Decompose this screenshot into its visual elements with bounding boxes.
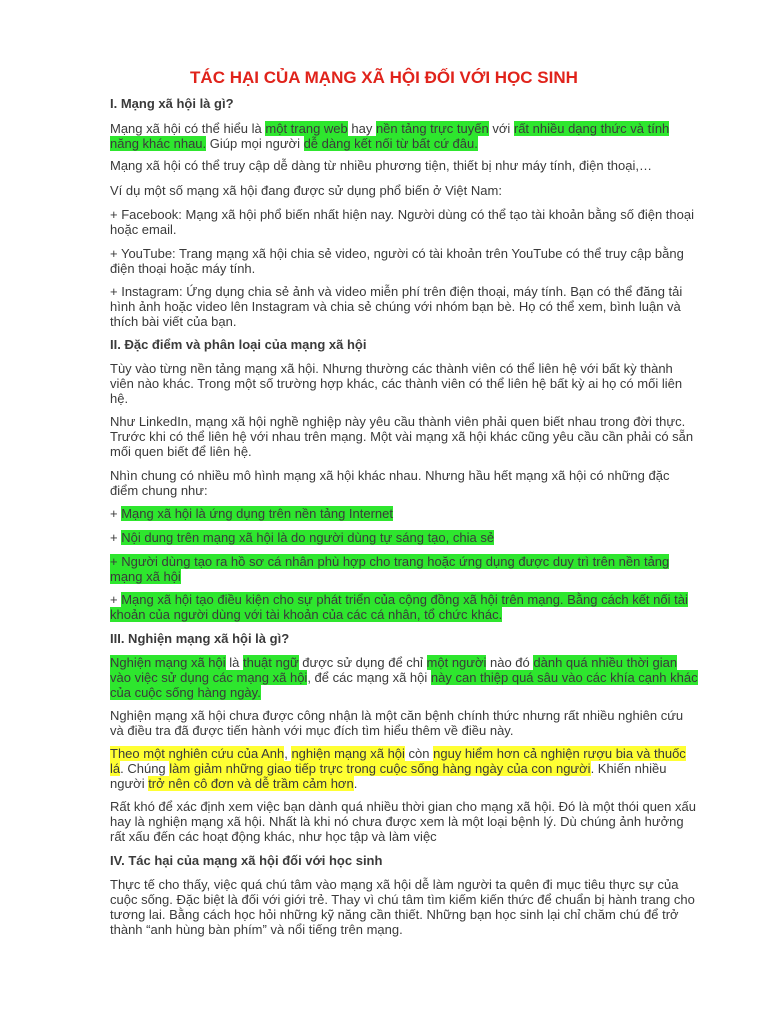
s2-bullet-2-text: Nội dung trên mạng xã hội là do người dùng tự sáng tạo, chia sẻ xyxy=(121,530,495,545)
text-run: hay xyxy=(347,121,376,136)
highlighted-text: làm giảm những giao tiếp trực trong cuộc sống hàng ngày của con người xyxy=(169,761,591,776)
text-run: được sử dụng để chỉ xyxy=(298,655,427,670)
text-run: còn xyxy=(404,746,434,761)
s3-paragraph-1 xyxy=(110,655,698,700)
text-run: , để các mạng xã hội xyxy=(307,670,431,685)
section-2-heading: II. Đặc điểm và phân loại của mạng xã hội xyxy=(110,337,367,352)
text-run: , xyxy=(284,746,292,761)
section-3-heading: III. Nghiện mạng xã hội là gì? xyxy=(110,631,290,646)
text-run: là xyxy=(225,655,243,670)
s1-youtube-item: + YouTube: Trang mạng xã hội chia sẻ video, người có tài khoản trên YouTube có thể truy cập bằng điện thoại hoặc máy tính. xyxy=(110,246,684,276)
s2-bullet-4 xyxy=(110,592,698,622)
s2-paragraph-3: Nhìn chung có nhiều mô hình mạng xã hội khác nhau. Nhưng hầu hết mạng xã hội có những đặc điểm chung như: xyxy=(110,468,670,498)
s2-bullet-3 xyxy=(110,554,698,584)
s2-bullet-1-prefix: + xyxy=(110,506,122,521)
s1-facebook-item: + Facebook: Mạng xã hội phổ biến nhất hiện nay. Người dùng có thể tạo tài khoản bằng số điện thoại hoặc email. xyxy=(110,207,694,237)
highlighted-text: thuật ngữ xyxy=(242,655,299,670)
highlighted-text: Theo một nghiên cứu của Anh xyxy=(110,746,285,761)
s3-paragraph-4: Rất khó để xác định xem việc bạn dành quá nhiều thời gian cho mạng xã hội. Đó là một thói quen xấu hay là nghiện mạng xã hội. Nhất là khi nó chưa được xem là một loại bệnh lý. Dù chúng ảnh hưởng rất xấu đến các hoạt động khác, như học tập và làm việc xyxy=(110,799,696,844)
highlighted-text: này can thiệp quá sâu vào các khía cạnh khác của cuộc sống hàng ngày. xyxy=(110,670,698,700)
s2-paragraph-2: Như LinkedIn, mạng xã hội nghề nghiệp này yêu cầu thành viên phải quen biết nhau trong đời thực. Trước khi có thể liên hệ với nhau trên mạng. Một vài mạng xã hội khác cũng yêu cầu cần phải có sẵn mối quen biết để liên hệ. xyxy=(110,414,694,459)
s3-paragraph-2: Nghiện mạng xã hội chưa được công nhận là một căn bệnh chính thức nhưng rất nhiều nghiên cứu và điều tra đã được tiến hành với mục đích tìm hiểu thêm về điều này. xyxy=(110,708,684,738)
s2-paragraph-1: Tùy vào từng nền tảng mạng xã hội. Nhưng thường các thành viên có thể liên hệ với bất kỳ thành viên nào khác. Trong một số trường hợp khác, các thành viên có thể liên hệ bất kỳ ai họ có mối liên hệ. xyxy=(110,361,683,406)
highlighted-text: dễ dàng kết nối từ bất cứ đâu. xyxy=(303,136,478,151)
s1-instagram-item: + Instagram: Ứng dụng chia sẻ ảnh và video miễn phí trên điện thoại, máy tính. Bạn có thể đăng tải hình ảnh hoặc video lên Instagram và chia sẻ chúng với nhóm bạn bè. Họ có thể xem, bình luận và thích bài viết của bạn. xyxy=(110,284,683,329)
highlighted-text: nguy hiểm hơn cả nghiện rượu bia và thuốc lá xyxy=(110,746,686,776)
document-title: TÁC HẠI CỦA MẠNG XÃ HỘI ĐỐI VỚI HỌC SINH xyxy=(190,68,578,87)
section-4-heading: IV. Tác hại của mạng xã hội đối với học sinh xyxy=(110,853,383,868)
highlighted-text: nền tảng trực tuyến xyxy=(375,121,489,136)
text-run: Mạng xã hội có thể hiểu là xyxy=(110,121,266,136)
s2-bullet-4-prefix: + xyxy=(110,592,122,607)
highlighted-text: rất nhiều dạng thức và tính năng khác nhau. xyxy=(110,121,670,151)
s2-bullet-1-text: Mạng xã hội là ứng dụng trên nền tảng Internet xyxy=(121,506,393,521)
highlighted-text: một trang web xyxy=(265,121,348,136)
text-run: . xyxy=(353,776,358,791)
s1-paragraph-1 xyxy=(110,121,698,151)
text-run: . Khiến nhiều người xyxy=(110,761,667,791)
highlighted-text: nghiện mạng xã hội xyxy=(291,746,405,761)
highlighted-text: dành quá nhiều thời gian vào việc sử dụng các mạng xã hội xyxy=(110,655,678,685)
s2-bullet-2 xyxy=(110,530,698,545)
text-run: Giúp mọi người xyxy=(206,136,304,151)
highlighted-text: trở nên cô đơn và dễ trầm cảm hơn xyxy=(148,776,354,791)
s1-paragraph-2: Mạng xã hội có thể truy cập dễ dàng từ nhiều phương tiện, thiết bị như máy tính, điện thoại,… xyxy=(110,158,652,173)
text-run: với xyxy=(488,121,514,136)
s4-paragraph-1: Thực tế cho thấy, việc quá chú tâm vào mạng xã hội dễ làm người ta quên đi mục tiêu thực sự của cuộc sống. Đặc biệt là đối với giới trẻ. Thay vì chú tâm tìm kiếm kiến thức để chuẩn bị hành trang cho tương lai. Bằng cách học hỏi những kỹ năng cần thiết. Những bạn học sinh lại chỉ chăm chú để trở thành “anh hùng bàn phím” và nổi tiếng trên mạng. xyxy=(110,877,695,937)
highlighted-text: một người xyxy=(426,655,487,670)
s2-bullet-4-text: Mạng xã hội tạo điều kiện cho sự phát triển của cộng đồng xã hội trên mạng. Bằng cách kết nối tài khoản của người dùng với tài khoản của các cá nhân, tổ chức khác. xyxy=(110,592,688,622)
text-run: . Chúng xyxy=(120,761,170,776)
s2-bullet-2-prefix: + xyxy=(110,530,122,545)
section-1-heading: I. Mạng xã hội là gì? xyxy=(110,96,234,111)
s1-paragraph-3: Ví dụ một số mạng xã hội đang được sử dụng phổ biến ở Việt Nam: xyxy=(110,183,502,198)
highlighted-text: Nghiện mạng xã hội xyxy=(110,655,226,670)
text-run: nào đó xyxy=(486,655,534,670)
s3-paragraph-3 xyxy=(110,746,698,791)
s2-bullet-3-text: + Người dùng tạo ra hồ sơ cá nhân phù hợp cho trang hoặc ứng dụng được duy trì trên nền tảng mạng xã hội xyxy=(110,554,670,584)
s2-bullet-1 xyxy=(110,506,698,521)
